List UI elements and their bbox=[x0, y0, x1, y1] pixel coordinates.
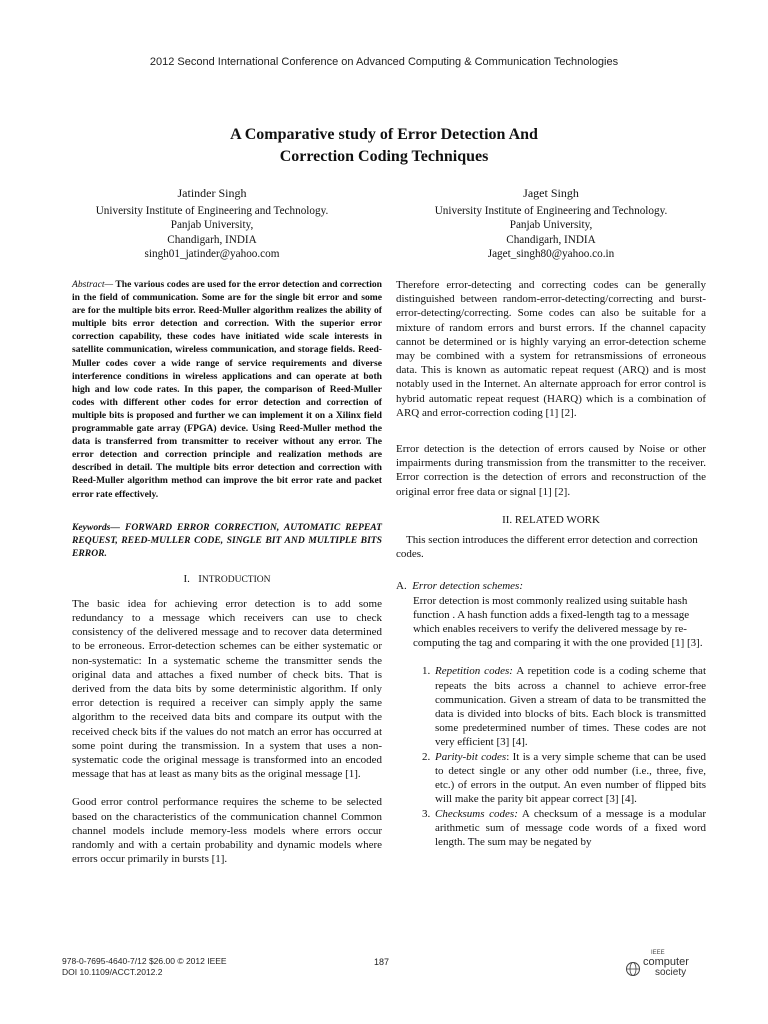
subsection-letter: A. bbox=[396, 580, 407, 593]
section-heading-introduction bbox=[72, 572, 382, 587]
subsection-a-heading bbox=[396, 579, 706, 593]
section-numeral: I. bbox=[183, 572, 190, 585]
paper-title-line1: A Comparative study of Error Detection And bbox=[230, 126, 538, 143]
right-paragraph-2: Error detection is the detection of errors caused by Noise or other impairments during transmission from the transmitter to the receiver. Error correction is the detection of errors and reconstruction of the original error free data or signal [1] [2]. bbox=[396, 443, 706, 498]
list-item bbox=[433, 807, 706, 850]
keywords-text: FORWARD ERROR CORRECTION, AUTOMATIC REPEAT REQUEST, REED-MULLER CODE, SINGLE BIT AND MULTIPLE BITS ERROR. bbox=[72, 521, 382, 559]
list-item-text: A checksum of a message is a modular arithmetic sum of message code words of a fixed word length. The sum may be negated by bbox=[435, 807, 706, 848]
footer-left bbox=[62, 956, 227, 978]
author-block-1 bbox=[47, 186, 377, 261]
logo-society-text: society bbox=[655, 967, 687, 978]
footer-isbn: 978-0-7695-4640-7/12 $26.00 © 2012 IEEE bbox=[62, 956, 227, 966]
list-item-text: A repetition code is a coding scheme that repeats the bits across a channel to achieve error-free communication. Given a stream of data to be transmitted the data is divided into blocks of bits. Each block is transmitted some predetermined number of times. These codes are not very efficient [3] [4]. bbox=[435, 665, 706, 749]
keywords-label: Keywords— bbox=[72, 521, 120, 533]
logo-computer-text: computer bbox=[643, 956, 689, 968]
conference-header: 2012 Second International Conference on Advanced Computing & Communication Technologies bbox=[149, 56, 619, 68]
abstract bbox=[72, 278, 382, 501]
author-affiliation: University Institute of Engineering and Technology. bbox=[95, 205, 329, 218]
list-item-text: : It is a very simple scheme that can be used to detect single or any other odd number (i.e., three, five, etc.) of errors in the output. An even number of flipped bits will make the parity bit appear correct [3] [4]. bbox=[435, 750, 706, 806]
section-title-first: I bbox=[198, 572, 202, 585]
author-email[interactable]: Jaget_singh80@yahoo.co.in bbox=[487, 247, 615, 260]
page-number: 187 bbox=[374, 957, 390, 967]
paper-title bbox=[0, 124, 768, 168]
detection-codes-list bbox=[396, 664, 706, 849]
author-block-2 bbox=[386, 186, 716, 261]
globe-icon bbox=[625, 961, 641, 977]
right-column bbox=[396, 278, 706, 849]
intro-paragraph-2: Good error control performance requires the scheme to be selected based on the characteristics of the communication channel Common channel models include memory-less models where errors occur randomly and with a certain probability and dynamic models where errors occur primarily in bursts [1]. bbox=[72, 796, 382, 866]
subsection-a-text: Error detection is most commonly realized using suitable hash function . A hash function adds a fixed-length tag to a message which enables receivers to verify the delivered message by re-computing the tag and comparing it with the one provided [1] [3]. bbox=[413, 594, 703, 650]
left-column bbox=[72, 278, 382, 880]
author-location: Chandigarh, INDIA bbox=[506, 233, 596, 246]
footer-doi[interactable]: DOI 10.1109/ACCT.2012.2 bbox=[62, 967, 163, 977]
list-item bbox=[433, 664, 706, 749]
author-name: Jaget Singh bbox=[523, 186, 579, 200]
author-name: Jatinder Singh bbox=[177, 186, 247, 200]
subsection-title: Error detection schemes: bbox=[412, 580, 523, 593]
right-paragraph-1: Therefore error-detecting and correcting codes can be generally distinguished between random-error-detecting/correcting and burst-error-detecting/correcting. Some codes can also be suitable for a mixture of random errors and burst errors. If the channel capacity cannot be determined or is highly varying an error-detection scheme may be combined with a system for retransmissions of erroneous data. This is known as automatic repeat request (ARQ) and is most notably used in the Internet. An alternate approach for error control is hybrid automatic repeat request (HARQ) which is a combination of ARQ and error-correction coding [1] [2]. bbox=[396, 279, 706, 419]
paper-title-line2: Correction Coding Techniques bbox=[279, 148, 489, 165]
list-item-term: Repetition codes: bbox=[435, 665, 513, 678]
author-university: Panjab University, bbox=[509, 219, 593, 232]
computer-society-logo bbox=[625, 950, 715, 986]
author-university: Panjab University, bbox=[170, 219, 254, 232]
abstract-text: The various codes are used for the error detection and correction in the field of communication. Some are for the single bit error and some are for the multiple bits error. Reed-Muller algorithm realizes the ability of multiple bits error detection and correction. With the superior error correction capability, these codes have initiated wide scale interests in satellite communication, wireless communication, and storage fields. Reed-Muller codes cover a wide range of service requirements and diverse interference conditions in wireless applications and can operate at both high and low code rates. In this paper, the comparison of Reed-Muller codes with different other codes for error detection and correction of multiple bits is proposed and further we can implement it on a Xilinx field programmable gate array (FPGA) device. Using Reed-Muller method the data is transferred from transmitter to receiver without any error. The error detection and correction principle and realization methods are described in detail. The multiple bits error detection and correction with Reed-Muller algorithm method can improve the bit error rate and packet error rate effectively. bbox=[72, 279, 382, 500]
related-work-intro: This section introduces the different error detection and correction codes. bbox=[396, 534, 698, 561]
author-email[interactable]: singh01_jatinder@yahoo.com bbox=[144, 247, 280, 260]
author-affiliation: University Institute of Engineering and Technology. bbox=[434, 205, 668, 218]
section-title-rest: NTRODUCTION bbox=[201, 574, 271, 585]
list-item-term: Parity-bit codes bbox=[435, 750, 507, 763]
list-item-term: Checksums codes: bbox=[435, 807, 518, 820]
subsection-a bbox=[396, 579, 706, 650]
list-item bbox=[433, 750, 706, 807]
section-heading-related-work: II. RELATED WORK bbox=[502, 513, 600, 526]
abstract-label: Abstract— bbox=[72, 279, 114, 290]
intro-paragraph-1: The basic idea for achieving error detection is to add some redundancy to a message which receivers can use to check consistency of the delivered message and to recover data determined to be erroneous. Error-detection schemes can be either systematic or non-systematic: In a systematic scheme the transmitter sends the original data and attaches a fixed number of check bits. That is derived from the data bits by some deterministic algorithm. If only error detection is required a receiver can simply apply the same algorithm to the received data bits and compare its output with the received check bits if the values do not match an error has occurred at some point during the transmission. In a system that uses a non-systematic code the original message is transformed into an encoded message that has at least as many bits as the original message [1]. bbox=[72, 597, 382, 781]
author-location: Chandigarh, INDIA bbox=[167, 233, 257, 246]
keywords bbox=[72, 521, 382, 560]
logo-ieee-text: IEEE bbox=[651, 950, 665, 956]
